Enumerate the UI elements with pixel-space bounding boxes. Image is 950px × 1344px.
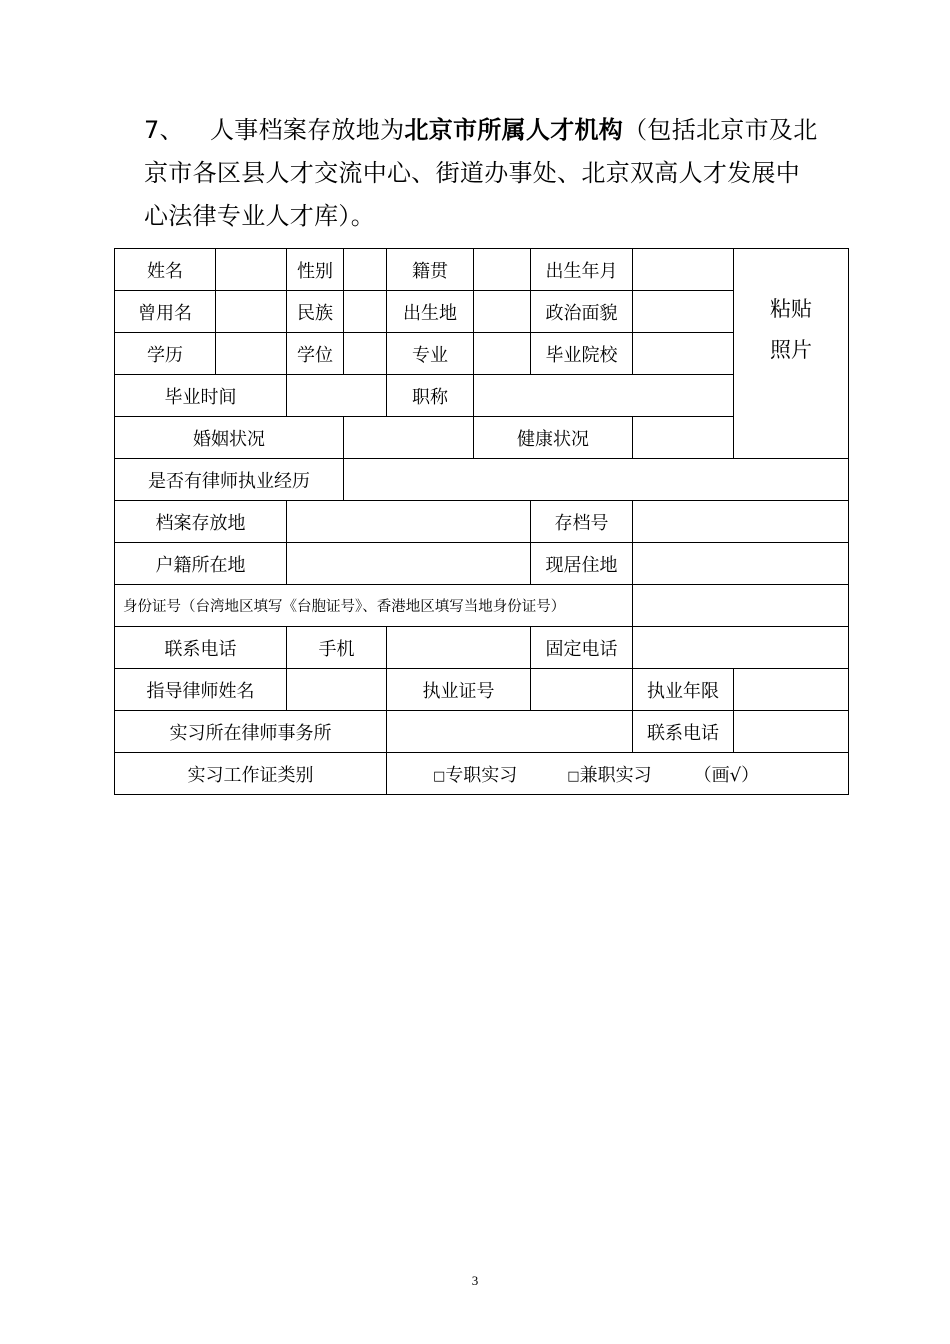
photo-box[interactable] bbox=[734, 249, 849, 459]
intro-paragraph bbox=[144, 109, 824, 238]
value-household-location[interactable] bbox=[287, 543, 531, 585]
value-name[interactable] bbox=[216, 249, 287, 291]
label-internship-firm: 实习所在律师事务所 bbox=[115, 711, 387, 753]
registration-form-table bbox=[114, 248, 849, 795]
label-graduation-time: 毕业时间 bbox=[115, 375, 287, 417]
table-row bbox=[115, 249, 849, 291]
label-graduate-school: 毕业院校 bbox=[531, 333, 633, 375]
value-archive-location[interactable] bbox=[287, 501, 531, 543]
label-birth-date: 出生年月 bbox=[531, 249, 633, 291]
value-landline[interactable] bbox=[633, 627, 849, 669]
table-row bbox=[115, 501, 849, 543]
label-archive-number: 存档号 bbox=[531, 501, 633, 543]
checkbox-fulltime[interactable]: □ bbox=[433, 768, 446, 784]
label-education: 学历 bbox=[115, 333, 216, 375]
photo-label-line2: 照片 bbox=[770, 337, 812, 362]
label-landline: 固定电话 bbox=[531, 627, 633, 669]
value-archive-number[interactable] bbox=[633, 501, 849, 543]
value-job-title[interactable] bbox=[474, 375, 734, 417]
table-row bbox=[115, 669, 849, 711]
option-parttime[interactable] bbox=[567, 761, 651, 787]
intro-text-bold: 北京市所属人才机构 bbox=[404, 116, 624, 144]
photo-label-line1: 粘贴 bbox=[770, 296, 812, 321]
label-gender: 性别 bbox=[287, 249, 344, 291]
value-education[interactable] bbox=[216, 333, 287, 375]
table-row bbox=[115, 627, 849, 669]
label-practice-years: 执业年限 bbox=[633, 669, 734, 711]
table-row bbox=[115, 753, 849, 795]
label-ethnicity: 民族 bbox=[287, 291, 344, 333]
label-mobile: 手机 bbox=[287, 627, 387, 669]
label-practice-cert-number: 执业证号 bbox=[387, 669, 531, 711]
label-health-status: 健康状况 bbox=[474, 417, 633, 459]
value-mobile[interactable] bbox=[387, 627, 531, 669]
value-gender[interactable] bbox=[344, 249, 387, 291]
option-fulltime[interactable] bbox=[433, 761, 517, 787]
value-graduate-school[interactable] bbox=[633, 333, 734, 375]
table-row bbox=[115, 459, 849, 501]
value-practice-years[interactable] bbox=[734, 669, 849, 711]
value-birth-date[interactable] bbox=[633, 249, 734, 291]
label-lawyer-experience: 是否有律师执业经历 bbox=[115, 459, 344, 501]
label-household-location: 户籍所在地 bbox=[115, 543, 287, 585]
label-major: 专业 bbox=[387, 333, 474, 375]
label-birthplace: 出生地 bbox=[387, 291, 474, 333]
value-firm-phone[interactable] bbox=[734, 711, 849, 753]
checkbox-parttime[interactable]: □ bbox=[567, 768, 580, 784]
option-fulltime-label: 专职实习 bbox=[445, 764, 518, 786]
table-row bbox=[115, 711, 849, 753]
label-supervisor-name: 指导律师姓名 bbox=[115, 669, 287, 711]
value-supervisor-name[interactable] bbox=[287, 669, 387, 711]
value-current-address[interactable] bbox=[633, 543, 849, 585]
value-practice-cert-number[interactable] bbox=[531, 669, 633, 711]
option-note: （画√） bbox=[693, 764, 760, 786]
value-former-name[interactable] bbox=[216, 291, 287, 333]
item-number: 7、 bbox=[144, 116, 184, 144]
intro-text-after: （包括北京市及北京市各区县人才交流中心、街道办事处、北京双高人才发展中心法律专业人才库）。 bbox=[144, 116, 818, 230]
value-major[interactable] bbox=[474, 333, 531, 375]
value-native-place[interactable] bbox=[474, 249, 531, 291]
label-current-address: 现居住地 bbox=[531, 543, 633, 585]
label-firm-phone: 联系电话 bbox=[633, 711, 734, 753]
label-job-title: 职称 bbox=[387, 375, 474, 417]
label-degree: 学位 bbox=[287, 333, 344, 375]
label-former-name: 曾用名 bbox=[115, 291, 216, 333]
option-parttime-label: 兼职实习 bbox=[579, 764, 652, 786]
value-graduation-time[interactable] bbox=[287, 375, 387, 417]
label-archive-location: 档案存放地 bbox=[115, 501, 287, 543]
intro-text-before: 人事档案存放地为 bbox=[210, 116, 405, 144]
value-internship-firm[interactable] bbox=[387, 711, 633, 753]
value-degree[interactable] bbox=[344, 333, 387, 375]
internship-type-options bbox=[387, 753, 849, 795]
label-name: 姓名 bbox=[115, 249, 216, 291]
label-id-number: 身份证号（台湾地区填写《台胞证号》、香港地区填写当地身份证号） bbox=[115, 585, 633, 627]
value-id-number[interactable] bbox=[633, 585, 849, 627]
value-marital-status[interactable] bbox=[344, 417, 474, 459]
label-internship-type: 实习工作证类别 bbox=[115, 753, 387, 795]
value-health-status[interactable] bbox=[633, 417, 734, 459]
value-political-status[interactable] bbox=[633, 291, 734, 333]
page-number: 3 bbox=[471, 1273, 479, 1288]
label-political-status: 政治面貌 bbox=[531, 291, 633, 333]
label-marital-status: 婚姻状况 bbox=[115, 417, 344, 459]
value-lawyer-experience[interactable] bbox=[344, 459, 849, 501]
value-ethnicity[interactable] bbox=[344, 291, 387, 333]
value-birthplace[interactable] bbox=[474, 291, 531, 333]
table-row bbox=[115, 585, 849, 627]
label-contact-phone: 联系电话 bbox=[115, 627, 287, 669]
table-row bbox=[115, 543, 849, 585]
label-native-place: 籍贯 bbox=[387, 249, 474, 291]
